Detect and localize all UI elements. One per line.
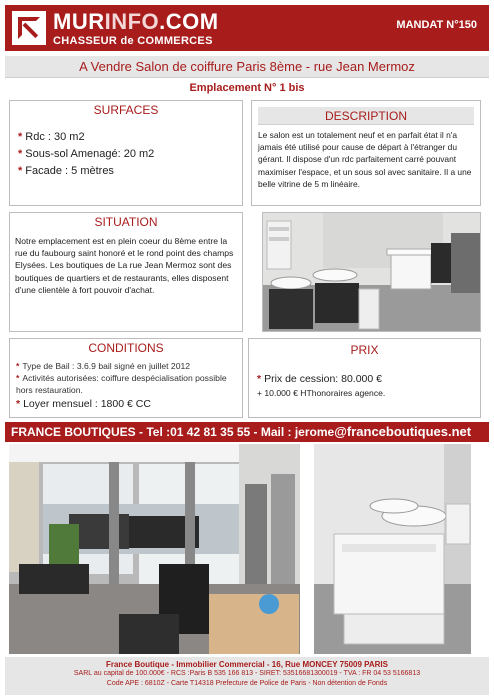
contact-email-domain[interactable]: @franceboutiques.net	[334, 424, 472, 439]
mandat-number: MANDAT N°150	[396, 19, 477, 31]
loyer-mensuel: * Loyer mensuel : 1800 € CC	[16, 398, 151, 410]
surfaces-list	[18, 129, 242, 180]
conditions-heading: CONDITIONS	[88, 341, 164, 355]
conditions-section	[9, 338, 243, 418]
shop-interior-photo	[9, 444, 300, 654]
list-item: * Facade : 5 mètres	[18, 165, 114, 177]
situation-heading: SITUATION	[94, 215, 158, 229]
brand-name: MURINFO.COM	[53, 9, 219, 34]
contact-bar	[5, 422, 489, 442]
emplacement-label: Emplacement N° 1 bis	[189, 82, 305, 94]
surfaces-section	[9, 100, 243, 206]
prix-cession: * Prix de cession: 80.000 €	[257, 373, 382, 385]
honoraires: + 10.000 € HThonoraires agence.	[257, 388, 386, 398]
contact-phone-mail: FRANCE BOUTIQUES - Tel :01 42 81 35 55 - Mail : jerome	[11, 425, 335, 439]
listing-title: A Vendre Salon de coiffure Paris 8ème - rue Jean Mermoz	[5, 56, 489, 78]
prix-heading: PRIX	[350, 343, 379, 357]
footer-legal: SARL au capital de 100.000€ - RCS :Paris B 535 166 813 - SIRET: 53516681300019 - TVA : FR 04 53 5166813	[73, 670, 421, 677]
header-banner	[5, 5, 489, 51]
salon-interior-photo	[262, 212, 481, 332]
activites-autorisees: * Activités autorisées: coiffure despécialisation possible hors restauration.	[16, 373, 227, 395]
prix-section	[248, 338, 481, 418]
list-item: * Rdc : 30 m2	[18, 131, 85, 143]
brand-tagline: CHASSEUR de COMMERCES	[53, 35, 213, 47]
description-text: Le salon est un totalement neuf et en parfait état il n'a jamais été utilisé pour cause de départ à l'étranger du gérant. Il dispose d'un rdc parfaitement carré pouvant maximiser l'espace, et un sous sol avec sanitaire. Il a une belle vitrine de 5 m linéaire.	[258, 130, 472, 189]
footer	[5, 657, 489, 695]
wash-basin-photo	[314, 444, 471, 654]
footer-licence: Code APE : 6810Z - Carte T14318 Prefecture de Police de Paris - Non détention de Fonds	[106, 680, 388, 687]
description-section	[251, 100, 481, 206]
list-item: * Sous-sol Amenagé: 20 m2	[18, 148, 155, 160]
footer-company: France Boutique - Immobilier Commercial - 16, Rue MONCEY 75009 PARIS	[105, 660, 388, 669]
situation-section	[9, 212, 243, 332]
surfaces-heading: SURFACES	[93, 103, 159, 117]
situation-text: Notre emplacement est en plein coeur du 8ème entre la rue du faubourg saint honoré et le rond point des champs Elysées. Les boutiques de La rue Jean Mermoz sont des boutiques de quartiers et de restaurants, elles disposent d'une clientèle à fort pouvoir d'achat.	[15, 236, 234, 295]
murinfo-logo	[12, 11, 46, 45]
bail-type: * Type de Bail : 3.6.9 bail signé en juillet 2012	[16, 361, 191, 371]
description-heading: DESCRIPTION	[258, 107, 474, 125]
